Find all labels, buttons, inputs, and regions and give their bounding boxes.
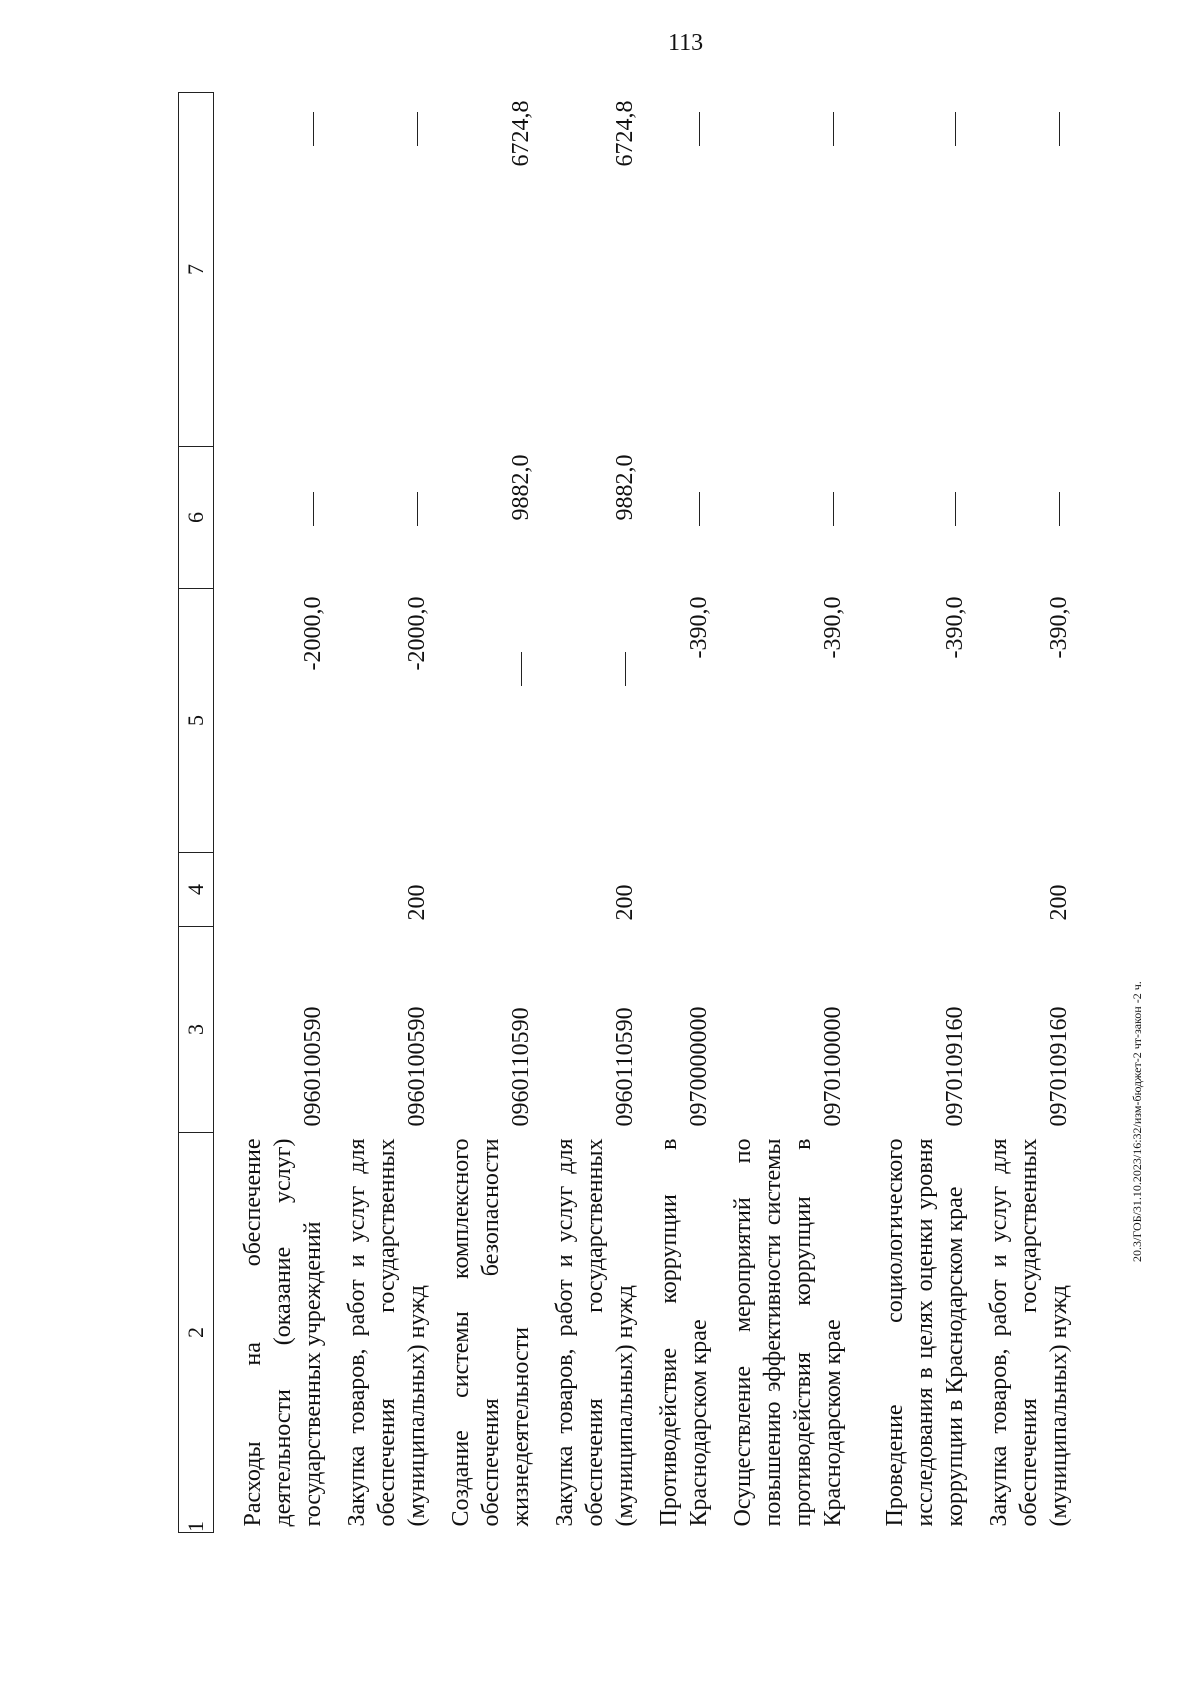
header-col-2: 2 — [179, 1133, 214, 1533]
header-col-3: 3 — [179, 927, 214, 1133]
budget-table-rotated — [178, 93, 1078, 1533]
cell-col-6: 9882,0 — [507, 454, 534, 521]
dash-mark — [417, 113, 418, 147]
dash-mark — [833, 493, 834, 527]
cell-col-5: -2000,0 — [299, 596, 326, 671]
cell-col-6 — [214, 447, 334, 589]
cell-col-6 — [976, 447, 1080, 589]
dash-mark — [833, 113, 834, 147]
cell-col-7 — [646, 93, 720, 447]
table-row — [854, 93, 976, 1533]
cell-expense-type — [854, 853, 976, 927]
cell-expense-type — [214, 853, 334, 927]
cell-target-code: 0960100590 — [299, 1006, 326, 1127]
dash-mark — [1059, 493, 1060, 527]
cell-col-5: -390,0 — [819, 596, 846, 659]
cell-expense-type — [720, 853, 854, 927]
cell-expense-type — [438, 853, 542, 927]
cell-name: Проведение социологического исследования в целях оценки уровня коррупции в Краснодарском крае — [881, 1138, 968, 1527]
cell-col-6 — [646, 447, 720, 589]
cell-col-7 — [214, 93, 334, 447]
page-number: 113 — [668, 30, 704, 56]
header-row: 1 2 3 4 5 6 7 — [179, 93, 214, 1533]
budget-table — [178, 92, 1080, 1533]
table-row — [646, 93, 720, 1533]
dash-mark — [625, 653, 626, 687]
table-row — [438, 93, 542, 1533]
cell-col-5: -390,0 — [1045, 596, 1072, 659]
cell-expense-type: 200 — [403, 884, 430, 921]
cell-name: Закупка товаров, работ и услуг для обеспечения государственных (муниципальных) нужд — [343, 1138, 430, 1527]
table-body — [214, 93, 1080, 1533]
cell-target-code: 0970109160 — [1045, 1006, 1072, 1127]
cell-col-5: -2000,0 — [403, 596, 430, 671]
cell-target-code: 0960110590 — [611, 1007, 638, 1127]
cell-target-code: 0960110590 — [507, 1007, 534, 1127]
cell-target-code: 0970109160 — [941, 1006, 968, 1127]
table-row — [542, 93, 646, 1533]
cell-col-6 — [854, 447, 976, 589]
cell-col-7: 6724,8 — [507, 100, 534, 167]
cell-name: Закупка товаров, работ и услуг для обеспечения государственных (муниципальных) нужд — [551, 1138, 638, 1527]
cell-target-code: 0960100590 — [403, 1006, 430, 1127]
cell-col-7 — [720, 93, 854, 447]
dash-mark — [1059, 113, 1060, 147]
cell-col-6 — [334, 447, 438, 589]
cell-col-7 — [976, 93, 1080, 447]
table-row — [214, 93, 334, 1533]
cell-expense-type: 200 — [1045, 884, 1072, 921]
cell-col-7 — [334, 93, 438, 447]
cell-target-code: 0970100000 — [819, 1006, 846, 1127]
header-col-7: 7 — [179, 93, 214, 447]
cell-name: Закупка товаров, работ и услуг для обеспечения государственных (муниципальных) нужд — [985, 1138, 1072, 1527]
cell-name: Расходы на обеспечение деятельности (оказание услуг) государственных учреждений — [239, 1138, 326, 1527]
dash-mark — [521, 653, 522, 687]
cell-name: Осуществление мероприятий по повышению эффективности системы противодействия коррупции в Краснодарском крае — [729, 1138, 846, 1527]
cell-name: Противодействие коррупции в Краснодарском крае — [655, 1138, 712, 1527]
cell-expense-type: 200 — [611, 884, 638, 921]
cell-col-6: 9882,0 — [611, 454, 638, 521]
cell-expense-type — [646, 853, 720, 927]
dash-mark — [955, 493, 956, 527]
dash-mark — [699, 113, 700, 147]
cell-col-5: -390,0 — [941, 596, 968, 659]
dash-mark — [417, 493, 418, 527]
dash-mark — [313, 113, 314, 147]
header-col-4: 4 — [179, 853, 214, 927]
cell-target-code: 0970000000 — [685, 1006, 712, 1127]
header-col-6: 6 — [179, 447, 214, 589]
dash-mark — [313, 493, 314, 527]
cell-col-5: -390,0 — [685, 596, 712, 659]
cell-col-5 — [542, 589, 646, 853]
table-row — [720, 93, 854, 1533]
cell-col-6 — [720, 447, 854, 589]
cell-col-7: 6724,8 — [611, 100, 638, 167]
dash-mark — [955, 113, 956, 147]
dash-mark — [699, 493, 700, 527]
table-row — [976, 93, 1080, 1533]
cell-col-7 — [854, 93, 976, 447]
cell-col-5 — [438, 589, 542, 853]
table-row — [334, 93, 438, 1533]
header-col-5: 5 — [179, 589, 214, 853]
footer-code-text: 20.3/ГОБ/31.10.2023/16:32/изм-бюджет-2 чт-закон -2 ч. — [1130, 981, 1144, 1262]
cell-name: Создание системы комплексного обеспечения безопасности жизнедеятельности — [447, 1138, 534, 1527]
